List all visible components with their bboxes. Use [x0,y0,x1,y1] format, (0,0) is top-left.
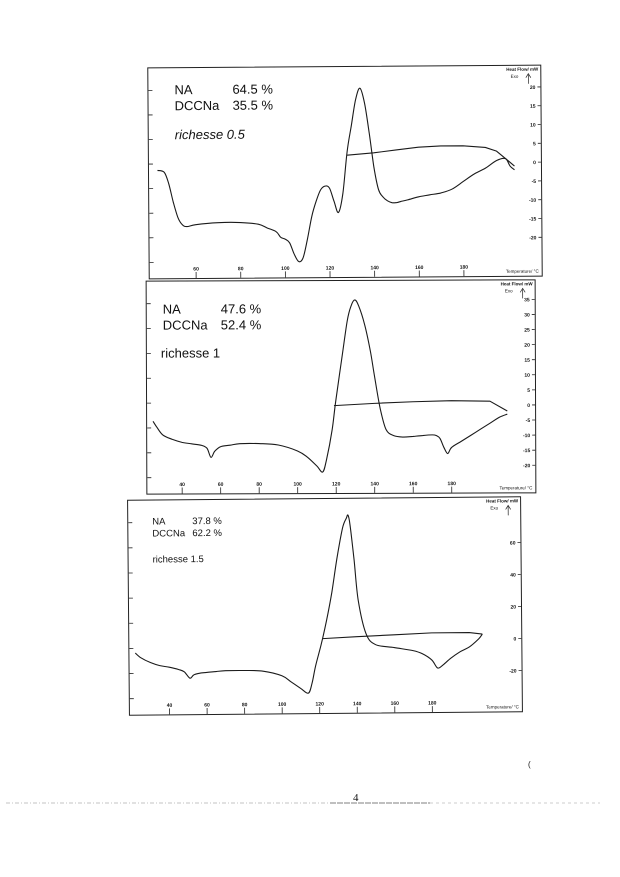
x-tick-label: 80 [237,266,244,273]
y-tick-label: 5 [533,141,536,148]
composition-block [152,516,222,541]
composition-block [174,82,273,115]
y-tick-label: -10 [528,197,537,204]
y-tick-label: -20 [523,463,531,470]
richesse-label: richesse 1.5 [152,554,204,566]
y-tick-label: 10 [524,372,530,379]
y-tick-label: 35 [524,297,530,304]
x-tick-label: 120 [325,265,335,272]
na-label: NA [152,516,166,528]
richesse-label: richesse 0.5 [174,126,245,143]
heating-curve [134,514,483,695]
cooling-curve [334,401,507,412]
y-tick-label: 40 [510,572,516,579]
dsc-plot-3 [127,496,523,715]
x-tick-label: 180 [459,264,469,271]
y-tick-label: -15 [529,216,537,223]
heat-flow-header: Heat Flow/ mW [506,66,539,72]
richesse-label: richesse 1 [160,345,221,361]
heat-flow-header: Heat Flow/ mW [486,498,519,504]
x-tick-label: 140 [353,701,362,708]
dccna-value: 35.5 % [232,97,274,113]
y-tick-label: -15 [522,448,531,455]
x-tick-label: 60 [217,481,224,488]
y-tick-label: -10 [522,433,531,440]
exo-label: Exo [510,73,519,79]
exo-label: Exo [504,288,513,294]
x-tick-label: 140 [370,481,379,488]
na-value: 47.6 % [220,301,262,317]
x-tick-label: 160 [415,264,424,272]
footer-rule [0,800,620,806]
y-tick-label: -20 [529,235,537,242]
x-tick-label: 140 [370,265,379,272]
y-tick-label: 60 [509,540,516,547]
y-tick-label: 30 [524,312,530,319]
y-tick-label: 0 [513,636,517,643]
exo-label: Exo [490,505,499,511]
dccna-label: DCCNa [162,317,208,333]
x-tick-label: 160 [409,481,418,488]
na-label: NA [174,82,193,98]
y-tick-label: 0 [533,160,536,167]
x-tick-label: 100 [293,481,302,488]
temperature-unit: Temperature/ °C [505,268,539,274]
corner-mark: ( [528,760,531,769]
y-tick-label: -5 [525,418,531,425]
x-tick-label: 40 [166,702,173,709]
x-tick-label: 60 [204,702,210,709]
na-value: 64.5 % [232,81,273,97]
na-value: 37.8 % [192,515,222,528]
y-tick-label: 15 [529,103,536,110]
x-tick-label: 180 [428,700,437,707]
y-tick-label: -20 [509,668,517,675]
x-tick-label: 120 [315,701,324,708]
page-number: 4 [353,792,359,804]
dccna-label: DCCNa [152,528,186,540]
x-tick-label: 60 [193,266,199,273]
dccna-value: 52.4 % [220,317,262,333]
temperature-unit: Temperature/ °C [486,704,519,710]
dccna-value: 62.2 % [192,527,222,540]
y-tick-label: 20 [529,84,536,91]
na-label: NA [162,301,181,317]
dsc-plot-2 [146,279,537,494]
y-tick-label: 0 [527,402,531,409]
temperature-unit: Temperature/ °C [499,485,533,491]
x-tick-label: 180 [447,481,456,488]
y-tick-label: 5 [527,387,531,394]
x-tick-label: 80 [256,481,262,488]
x-tick-label: 40 [179,482,185,489]
y-tick-label: 20 [510,604,517,611]
dccna-label: DCCNa [174,97,220,114]
y-tick-label: 10 [530,122,536,129]
dsc-plot-1 [147,65,542,280]
heat-flow-header: Heat Flow/ mW [500,281,533,287]
y-tick-label: 20 [524,342,530,349]
x-tick-label: 100 [281,265,290,272]
x-tick-label: 100 [277,701,287,708]
x-tick-label: 160 [390,700,399,707]
x-tick-label: 120 [332,481,341,488]
x-tick-label: 80 [241,702,248,709]
y-tick-label: -5 [531,178,537,185]
y-tick-label: 25 [524,327,530,334]
composition-block [163,301,262,333]
cooling-curve [323,632,483,638]
y-tick-label: 15 [524,357,530,364]
